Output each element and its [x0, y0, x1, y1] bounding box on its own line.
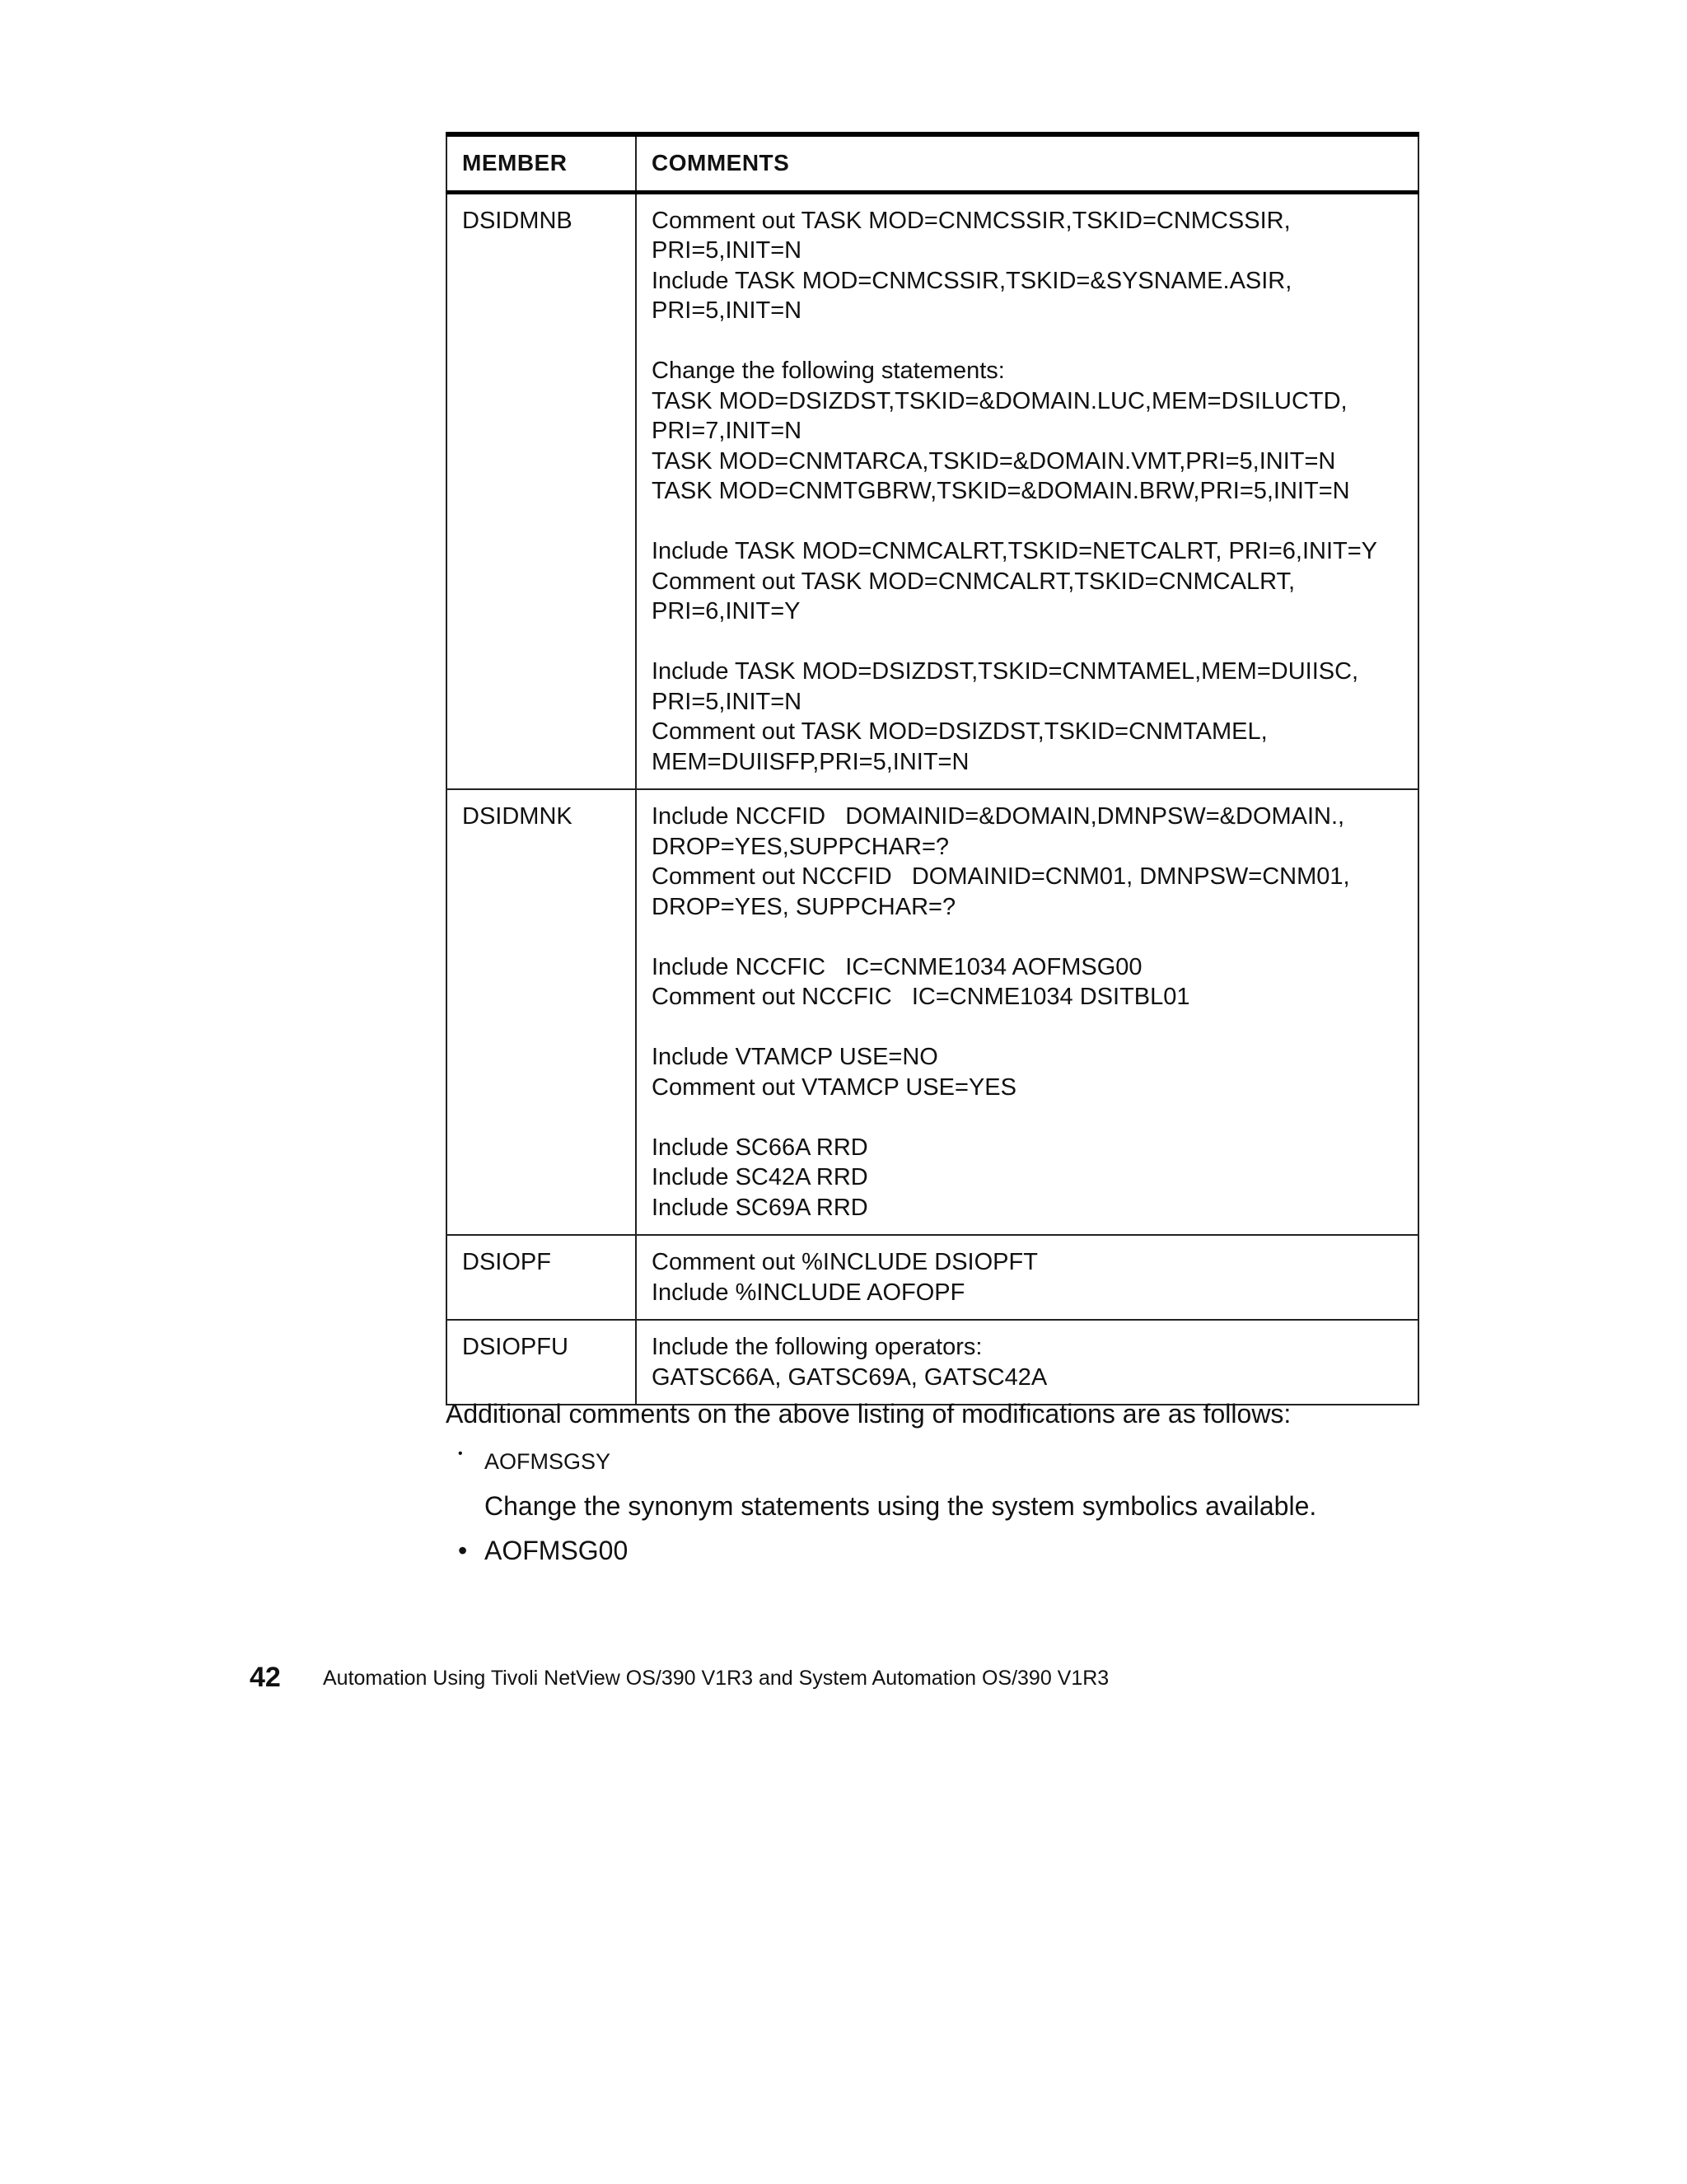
member-cell: DSIOPF: [446, 1235, 636, 1320]
member-cell: DSIOPFU: [446, 1320, 636, 1405]
comment-line: Comment out %INCLUDE DSIOPFT: [652, 1249, 1038, 1275]
column-header-comments: COMMENTS: [636, 134, 1418, 192]
list-item: [458, 1447, 1316, 1522]
comment-line: PRI=5,INIT=N: [652, 688, 802, 715]
comment-line: PRI=5,INIT=N: [652, 237, 802, 264]
table-header-row: [446, 134, 1418, 192]
comments-cell: [636, 1320, 1418, 1405]
member-cell: DSIDMNB: [446, 192, 636, 789]
table-row: [446, 1235, 1418, 1320]
column-header-member: MEMBER: [446, 134, 636, 192]
table-row: [446, 192, 1418, 789]
comment-line: DROP=YES, SUPPCHAR=?: [652, 893, 956, 920]
comment-line: PRI=6,INIT=Y: [652, 598, 801, 624]
comment-line: Comment out NCCFID DOMAINID=CNM01, DMNPSW=CNM01,: [652, 863, 1350, 890]
comment-line: Include %INCLUDE AOFOPF: [652, 1279, 965, 1306]
bullet-description: Change the synonym statements using the system symbolics available.: [484, 1491, 1317, 1521]
bullet-icon: •: [458, 1536, 468, 1565]
comment-line: Comment out TASK MOD=CNMCALRT,TSKID=CNMCALRT,: [652, 568, 1296, 595]
comments-cell: [636, 1235, 1418, 1320]
comment-line: Comment out TASK MOD=CNMCSSIR,TSKID=CNMCSSIR,: [652, 207, 1291, 234]
table-row: [446, 789, 1418, 1235]
comment-line: TASK MOD=CNMTARCA,TSKID=&DOMAIN.VMT,PRI=5,INIT=N: [652, 447, 1336, 475]
comment-line: Include VTAMCP USE=NO: [652, 1044, 938, 1070]
bullet-icon: •: [458, 1447, 463, 1461]
comment-line: PRI=5,INIT=N: [652, 297, 802, 324]
comment-line: Include TASK MOD=CNMCSSIR,TSKID=&SYSNAME.ASIR,: [652, 267, 1292, 294]
comment-line: Include NCCFIC IC=CNME1034 AOFMSG00: [652, 953, 1143, 980]
paragraph-gap: [652, 1102, 1403, 1133]
table-body: [446, 192, 1418, 1405]
bullet-label: AOFMSG00: [484, 1536, 629, 1565]
paragraph-gap: [652, 1012, 1403, 1043]
comment-line: PRI=7,INIT=N: [652, 418, 802, 444]
comment-line: GATSC66A, GATSC69A, GATSC42A: [652, 1363, 1048, 1391]
member-cell: DSIDMNK: [446, 789, 636, 1235]
comment-line: Include the following operators:: [652, 1334, 983, 1360]
modifications-table: [446, 132, 1419, 1405]
paragraph-gap: [652, 507, 1403, 537]
comment-line: MEM=DUIISFP,PRI=5,INIT=N: [652, 748, 970, 775]
table-row: [446, 1320, 1418, 1405]
comment-line: Include TASK MOD=DSIZDST,TSKID=CNMTAMEL,MEM=DUIISC,: [652, 658, 1359, 685]
comment-line: Comment out TASK MOD=DSIZDST,TSKID=CNMTAMEL,: [652, 718, 1268, 745]
page-number: 42: [250, 1662, 281, 1693]
comment-line: Include NCCFID DOMAINID=&DOMAIN,DMNPSW=&DOMAIN.,: [652, 803, 1345, 830]
comment-line: Include TASK MOD=CNMCALRT,TSKID=NETCALRT, PRI=6,INIT=Y: [652, 538, 1378, 564]
comment-line: Comment out VTAMCP USE=YES: [652, 1073, 1016, 1101]
comment-line: TASK MOD=CNMTGBRW,TSKID=&DOMAIN.BRW,PRI=5,INIT=N: [652, 478, 1350, 504]
additional-comments-intro: Additional comments on the above listing of modifications are as follows:: [446, 1399, 1292, 1429]
comments-cell: [636, 192, 1418, 789]
bullet-label: AOFMSGSY: [484, 1449, 611, 1474]
comment-line: Change the following statements:: [652, 358, 1005, 384]
comment-line: Include SC42A RRD: [652, 1164, 868, 1190]
paragraph-gap: [652, 922, 1403, 952]
comment-line: DROP=YES,SUPPCHAR=?: [652, 833, 950, 860]
comment-line: Include SC66A RRD: [652, 1134, 868, 1161]
paragraph-gap: [652, 326, 1403, 357]
comments-cell: [636, 789, 1418, 1235]
comments-bullet-list: [458, 1447, 1316, 1567]
comment-line: Include SC69A RRD: [652, 1194, 868, 1221]
comment-line: Comment out NCCFIC IC=CNME1034 DSITBL01: [652, 984, 1190, 1010]
book-title: Automation Using Tivoli NetView OS/390 V1R3 and System Automation OS/390 V1R3: [323, 1667, 1110, 1690]
paragraph-gap: [652, 627, 1403, 657]
comment-line: TASK MOD=DSIZDST,TSKID=&DOMAIN.LUC,MEM=DSILUCTD,: [652, 387, 1348, 414]
list-item: [458, 1534, 1316, 1567]
